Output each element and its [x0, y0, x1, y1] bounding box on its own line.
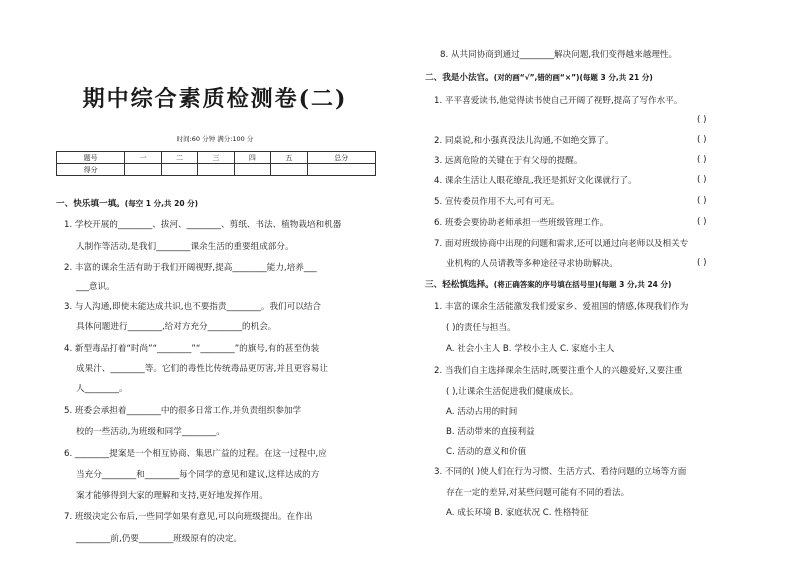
right-text-line [434, 175, 637, 187]
line-text: 1. 平平喜爱读书,他觉得读书使自己开阔了视野,提高了写作水平。 [434, 96, 683, 106]
answer-paren[interactable]: ( ) [697, 258, 707, 268]
left-text-line [76, 281, 115, 293]
line-text: 7. 班级决定公布后,一些同学如果有意见,可以向班级提出。在作出 [64, 512, 313, 522]
right-text-line [434, 155, 582, 167]
line-text: A. 活动占用的时间 [446, 407, 518, 417]
right-text-line [446, 386, 578, 398]
line-text: 6. ________提案是一个相互协商、集思广益的过程。在这一过程中,应 [64, 449, 327, 459]
right-section-heading [425, 279, 671, 291]
answer-paren[interactable]: ( ) [697, 115, 707, 125]
right-text-line [440, 49, 677, 61]
left-text-line [76, 533, 242, 545]
score-cell[interactable] [271, 164, 307, 176]
line-text: 2. 同桌说,和小强真没法儿沟通,不如绝交算了。 [434, 136, 614, 146]
left-text-line [76, 321, 276, 333]
score-table [56, 151, 376, 176]
score-cell[interactable] [307, 164, 375, 176]
right-text-line [434, 238, 688, 250]
score-cell[interactable] [234, 164, 270, 176]
right-text-line [434, 301, 688, 313]
left-text-line [64, 448, 327, 460]
line-text: 业机构的人员请教等多种途径寻求协助解决。 [446, 259, 618, 269]
section-hint: (每空 1 分,共 20 分) [124, 199, 199, 208]
right-text-line [446, 322, 516, 334]
score-header-cell: 四 [234, 152, 270, 164]
score-header-cell: 五 [271, 152, 307, 164]
section-hint: (对的画“√”,错的画“×”)(每题 3 分,共 21 分) [493, 73, 653, 82]
line-text: 6. 班委会要协助老师承担一些班级管理工作。 [434, 218, 609, 228]
line-text: ________前,仍要________班级原有的决定。 [76, 534, 243, 544]
line-text: 案才能够得到大家的理解和支持,更好地发挥作用。 [76, 491, 268, 501]
right-text-line [434, 135, 614, 147]
left-text-line [64, 301, 321, 313]
line-text: 5. 班委会承担着________中的很多日常工作,并负责组织参加学 [64, 406, 302, 416]
line-text: 3. 不同的( )使人们在行为习惯、生活方式、看待问题的立场等方面 [434, 467, 687, 477]
score-header-cell: 一 [125, 152, 161, 164]
line-text: 5. 宣传委员作用不大,可有可无。 [434, 197, 560, 207]
right-text-line [446, 446, 526, 458]
line-text: 人________。 [76, 384, 128, 394]
line-text: 成果汁、________等。它们的毒性比传统毒品更厉害,并且更容易让 [76, 364, 328, 374]
line-text: 3. 与人沟通,即使未能达成共识,也不要指责________。我们可以结合 [64, 302, 322, 312]
left-text-line [64, 343, 319, 355]
score-cell[interactable] [125, 164, 161, 176]
line-text: 三、轻松慎选择。 [425, 280, 494, 290]
left-text-line [76, 469, 319, 481]
line-text: 具体问题进行________,给对方充分________的机会。 [76, 322, 277, 332]
right-text-line [434, 217, 608, 229]
left-text-line [76, 383, 128, 395]
answer-paren[interactable]: ( ) [697, 196, 707, 206]
line-text: 4. 课余生活让人眼花缭乱,我还是抓好文化课就行了。 [434, 176, 637, 186]
exam-meta: 时间:60 分钟 满分:100 分 [176, 135, 254, 143]
line-text: 1. 学校开展的________、拔河、________、剪纸、书法、植物栽培和机器 [64, 220, 342, 230]
answer-paren[interactable]: ( ) [697, 175, 707, 185]
line-text: 二、我是小法官。 [425, 73, 494, 83]
line-text: B. 活动带来的直接利益 [446, 427, 535, 437]
right-text-line [446, 343, 614, 355]
score-header-cell: 题号 [57, 152, 125, 164]
line-text: C. 活动的意义和价值 [446, 447, 527, 457]
score-header-cell: 三 [198, 152, 234, 164]
left-text-line [64, 262, 317, 274]
line-text: 当充分________和________每个同学的意见和建议,这样达成的方 [76, 470, 320, 480]
line-text: 8. 从共同协商到通过________解决问题,我们变得越来越理性。 [440, 50, 678, 60]
left-section-heading [56, 198, 198, 210]
right-text-line [446, 426, 535, 438]
line-text: 1. 丰富的课余生活能激发我们爱家乡、爱祖国的情感,体现我们作为 [434, 302, 689, 312]
score-table-score-row [57, 164, 376, 176]
line-text: ( )的责任与担当。 [446, 323, 516, 333]
line-text: 4. 新型毒品打着“时尚”“________”“________”的旗号,有的甚至伪装 [64, 344, 320, 354]
score-row-label: 得分 [57, 164, 125, 176]
line-text: 2. 丰富的课余生活有助于我们开阔视野,提高________能力,培养___ [64, 263, 317, 273]
right-text-line [446, 406, 517, 418]
section-hint: (将正确答案的序号填在括号里)(每题 3 分,共 24 分) [493, 280, 672, 289]
answer-paren[interactable]: ( ) [697, 135, 707, 145]
line-text: ( ),让课余生活促进我们健康成长。 [446, 387, 579, 397]
right-text-line [446, 487, 629, 499]
line-text: 一、快乐填一填。 [56, 199, 125, 209]
exam-title: 期中综合素质检测卷(二) [82, 86, 348, 112]
right-text-line [434, 196, 559, 208]
left-text-line [64, 511, 312, 523]
left-text-line [76, 241, 294, 253]
line-text: 7. 面对班级协商中出现的问题和需求,还可以通过向老师以及相关专 [434, 239, 689, 249]
line-text: ___意识。 [76, 282, 115, 292]
right-text-line [446, 258, 618, 270]
right-text-line [446, 507, 589, 519]
line-text: 3. 远离危险的关键在于有父母的提醒。 [434, 156, 583, 166]
score-table-header-row [57, 152, 376, 164]
answer-paren[interactable]: ( ) [697, 217, 707, 227]
score-header-cell: 二 [161, 152, 197, 164]
left-text-line [64, 405, 301, 417]
score-header-cell: 总分 [307, 152, 375, 164]
left-text-line [64, 219, 341, 231]
line-text: 存在一定的差异,对某些问题可能有不同的看法。 [446, 488, 630, 498]
line-text: 校的一些活动,为班级和同学________。 [76, 427, 225, 437]
right-text-line [434, 466, 686, 478]
right-section-heading [425, 72, 653, 84]
line-text: A. 社会小主人 B. 学校小主人 C. 家庭小主人 [446, 344, 615, 354]
left-text-line [76, 490, 268, 502]
line-text: 2. 当我们自主选择课余生活时,既要注重个人的兴趣爱好,又要注重 [434, 366, 683, 376]
score-cell[interactable] [161, 164, 197, 176]
line-text: A. 成长环境 B. 家庭状况 C. 性格特征 [446, 508, 589, 518]
answer-paren[interactable]: ( ) [697, 155, 707, 165]
right-text-line [434, 365, 682, 377]
line-text: 人制作等活动,是我们________课余生活的重要组成部分。 [76, 242, 294, 252]
score-cell[interactable] [198, 164, 234, 176]
right-text-line [434, 95, 682, 107]
left-text-line [76, 426, 225, 438]
left-text-line [76, 363, 328, 375]
